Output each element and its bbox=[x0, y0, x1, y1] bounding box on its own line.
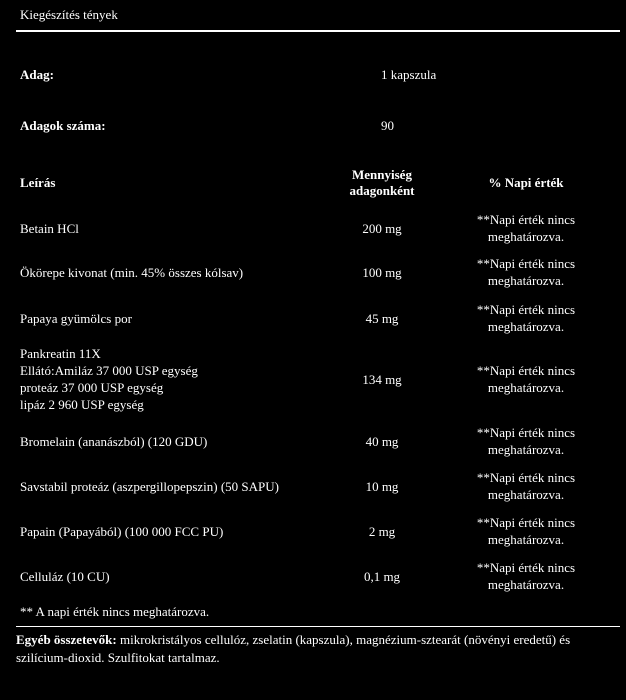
ingredient-name-line: lipáz 2 960 USP egység bbox=[20, 397, 144, 412]
daily-value-line2: meghatározva. bbox=[487, 487, 565, 502]
ingredient-name-line: Ökörepe kivonat (min. 45% összes kólsav) bbox=[20, 265, 244, 280]
daily-value-line2: meghatározva. bbox=[487, 442, 565, 457]
ingredient-amount: 100 mg bbox=[362, 265, 402, 280]
ingredient-name-line: proteáz 37 000 USP egység bbox=[20, 380, 164, 395]
daily-value-line1: **Napi érték nincs bbox=[476, 212, 576, 227]
bottom-divider bbox=[16, 626, 620, 627]
ingredient-name-line: Ellátó:Amiláz 37 000 USP egység bbox=[20, 363, 198, 378]
top-divider bbox=[16, 30, 620, 32]
servings-count-value: 90 bbox=[381, 118, 394, 133]
ingredient-daily-value bbox=[462, 362, 590, 396]
panel-title: Kiegészítés tények bbox=[20, 7, 118, 22]
daily-value-line2: meghatározva. bbox=[487, 273, 565, 288]
daily-value-line1: **Napi érték nincs bbox=[476, 363, 576, 378]
ingredient-amount: 134 mg bbox=[362, 372, 402, 387]
daily-value-line1: **Napi érték nincs bbox=[476, 515, 576, 530]
ingredient-name-line: Betain HCl bbox=[20, 221, 79, 236]
header-daily-value: % Napi érték bbox=[488, 175, 564, 190]
ingredient-daily-value bbox=[462, 514, 590, 548]
other-ingredients bbox=[16, 631, 576, 667]
ingredient-amount: 0,1 mg bbox=[363, 569, 401, 584]
ingredient-amount: 45 mg bbox=[365, 311, 399, 326]
ingredient-name bbox=[20, 433, 207, 450]
ingredient-name bbox=[20, 220, 79, 237]
ingredient-name-line: Pankreatin 11X bbox=[20, 346, 101, 361]
daily-value-line2: meghatározva. bbox=[487, 319, 565, 334]
ingredient-name bbox=[20, 310, 132, 327]
ingredient-amount: 40 mg bbox=[365, 434, 399, 449]
other-ingredients-label: Egyéb összetevők: bbox=[16, 632, 117, 647]
ingredient-name-line: Celluláz (10 CU) bbox=[20, 569, 110, 584]
ingredient-daily-value bbox=[462, 559, 590, 593]
ingredient-amount: 2 mg bbox=[368, 524, 396, 539]
ingredient-daily-value bbox=[462, 301, 590, 335]
serving-size-value: 1 kapszula bbox=[381, 67, 437, 82]
ingredient-name-line: Papaya gyümölcs por bbox=[20, 311, 132, 326]
ingredient-daily-value bbox=[462, 469, 590, 503]
ingredient-name-line: Savstabil proteáz (aszpergillopepszin) (50 SAPU) bbox=[20, 479, 279, 494]
ingredient-daily-value bbox=[462, 211, 590, 245]
ingredient-name bbox=[20, 264, 243, 281]
daily-value-line2: meghatározva. bbox=[487, 532, 565, 547]
ingredient-amount: 200 mg bbox=[362, 221, 402, 236]
ingredient-name-line: Bromelain (ananászból) (120 GDU) bbox=[20, 434, 208, 449]
daily-value-line1: **Napi érték nincs bbox=[476, 256, 576, 271]
ingredient-daily-value bbox=[462, 424, 590, 458]
other-ingredients-text: mikrokristályos cellulóz, zselatin (kapszula), magnézium-sztearát (növényi eredetű) és szilícium-dioxid. Szulfitokat tartalmaz. bbox=[16, 632, 571, 665]
daily-value-line1: **Napi érték nincs bbox=[476, 302, 576, 317]
daily-value-line1: **Napi érték nincs bbox=[476, 470, 576, 485]
header-amount-line1: Mennyiség bbox=[352, 167, 412, 182]
ingredient-name bbox=[20, 568, 110, 585]
footnote: ** A napi érték nincs meghatározva. bbox=[20, 604, 210, 619]
ingredient-amount: 10 mg bbox=[365, 479, 399, 494]
header-description: Leírás bbox=[20, 175, 56, 190]
daily-value-line1: **Napi érték nincs bbox=[476, 425, 576, 440]
ingredient-name bbox=[20, 345, 198, 413]
ingredient-name bbox=[20, 523, 223, 540]
ingredient-daily-value bbox=[462, 255, 590, 289]
daily-value-line1: **Napi érték nincs bbox=[476, 560, 576, 575]
header-amount bbox=[320, 167, 444, 199]
serving-size-label: Adag: bbox=[20, 67, 54, 82]
header-amount-line2: adagonként bbox=[349, 183, 415, 198]
daily-value-line2: meghatározva. bbox=[487, 380, 565, 395]
servings-count-label: Adagok száma: bbox=[20, 118, 106, 133]
ingredient-name bbox=[20, 478, 279, 495]
daily-value-line2: meghatározva. bbox=[487, 577, 565, 592]
supplement-facts-panel bbox=[2, 0, 624, 700]
daily-value-line2: meghatározva. bbox=[487, 229, 565, 244]
ingredient-name-line: Papain (Papayából) (100 000 FCC PU) bbox=[20, 524, 224, 539]
